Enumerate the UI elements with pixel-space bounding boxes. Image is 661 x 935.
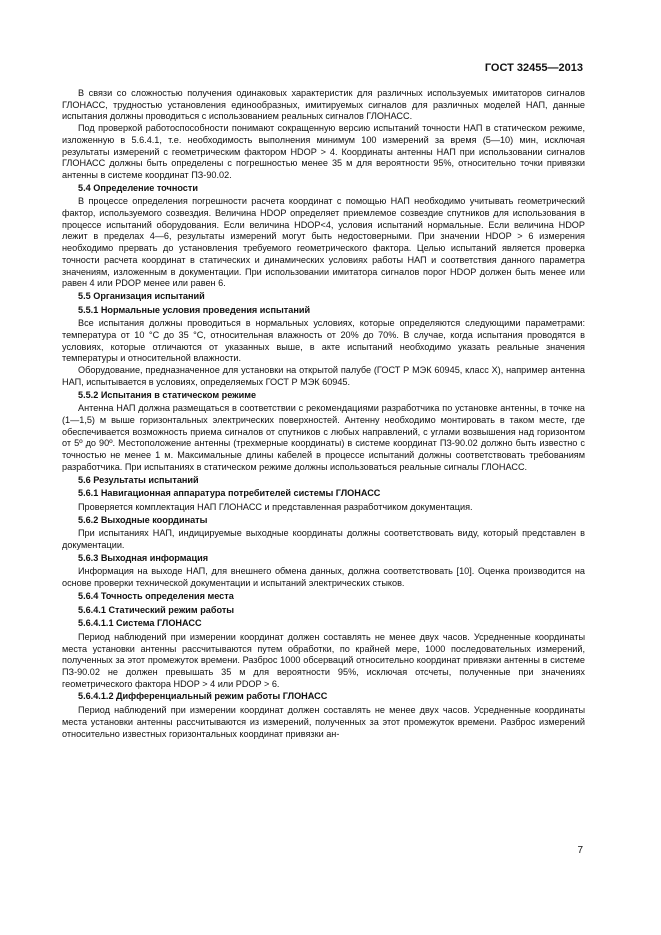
page-number: 7 — [577, 845, 583, 856]
paragraph: Оборудование, предназначенное для установки на открытой палубе (ГОСТ Р МЭК 60945, класс X), например антенна НАП, испытывается в условиях, определяемых ГОСТ Р МЭК 60945. — [62, 365, 585, 387]
paragraph: В связи со сложностью получения одинаковых характеристик для различных используемых имитаторов сигналов ГЛОНАСС, трудностью установления единообразных, имитируемых сигналов для различных моделей НАП, данные испытания должны проводиться с использованием реальных сигналов ГЛОНАСС. — [62, 88, 585, 122]
section-heading: 5.6.4.1.2 Дифференциальный режим работы ГЛОНАСС — [78, 691, 328, 702]
paragraph: Под проверкой работоспособности понимают сокращенную версию испытаний точности НАП в статическом режиме, изложенную в 5.6.4.1, т.е. необходимость выполнения минимум 100 измерений за время (5—10) мин, исключая результаты измерений с геометрическим фактором HDOP > 4. Координаты антенны НАП при использовании сигналов ГЛОНАСС должны быть определены с погрешностью менее 35 м для вероятности 95%, относительно точки привязки антенны в системе координат ПЗ-90.02. — [62, 123, 585, 180]
section-heading: 5.5.1 Нормальные условия проведения испытаний — [78, 304, 311, 315]
section-heading: 5.6.4.1 Статический режим работы — [78, 604, 235, 615]
section-heading: 5.5.2 Испытания в статическом режиме — [78, 389, 257, 400]
document-body — [62, 88, 585, 740]
section-heading: 5.6.2 Выходные координаты — [78, 514, 208, 525]
paragraph: Антенна НАП должна размещаться в соответствии с рекомендациями разработчика по установке антенны, в точке на (1—1,5) м выше горизонтальных электрических поверхностей. Антенну необходимо монтировать в таком месте, где обеспечивается возможность приема сигналов от спутников с любых направлений, с углами возвышения над горизонтом от 5º до 90º. Местоположение антенны (трехмерные координаты) в системе координат ПЗ-90.02 должно быть известно с точностью не менее 1 м. Максимальные длины кабелей в процессе испытаний должны соответствовать требованиям разработчика. При испытаниях в статическом режиме должны использоваться реальные сигналы ГЛОНАСС. — [62, 403, 585, 472]
paragraph: Информация на выходе НАП, для внешнего обмена данных, должна соответствовать [10]. Оценка производится на основе проверки технической документации и испытаний электрических стыков. — [62, 566, 585, 589]
section-heading: 5.6.1 Навигационная аппаратура потребителей системы ГЛОНАСС — [78, 488, 381, 499]
paragraph: В процессе определения погрешности расчета координат с помощью НАП необходимо учитывать геометрический фактор, используемого созвездия. Величина HDOP определяет приемлемое созвездие спутников для использования в процессе испытаний оборудования. Если величина HDOP<4, условия испытаний нормальные. Если величина HDOP лежит в пределах 4—6, результаты измерений могут быть недостоверными. При значении HDOP > 6 измерения необходимо прервать до установления требуемого геометрического фактора. Целью испытаний является проверка точности расчета координат в статических и динамических условиях работы НАП и соответствия данного параметра значениям, изложенным в документации. При использовании имитатора сигналов порог HDOP должен быть менее или равен 4 или PDOP менее или равен 6. — [62, 196, 585, 289]
section-heading: 5.5 Организация испытаний — [78, 290, 205, 301]
section-heading: 5.6.4 Точность определения места — [78, 590, 234, 601]
paragraph: Проверяется комплектация НАП ГЛОНАСС и представленная разработчиком документация. — [78, 501, 473, 512]
section-heading: 5.6.3 Выходная информация — [78, 552, 209, 563]
paragraph: При испытаниях НАП, индицируемые выходные координаты должны соответствовать виду, который представлен в документации. — [62, 528, 585, 551]
section-heading: 5.4 Определение точности — [78, 182, 198, 193]
section-heading: 5.6 Результаты испытаний — [78, 474, 199, 485]
section-heading: 5.6.4.1.1 Система ГЛОНАСС — [78, 618, 202, 629]
document-code: ГОСТ 32455—2013 — [484, 62, 583, 74]
paragraph: Период наблюдений при измерении координат должен составлять не менее двух часов. Усредненные координаты места установки антенны рассчитываются путем обработки, по крайней мере, 1000 последовательных измерений, полученных за этот промежуток времени. Разброс 1000 обсерваций относительно координат привязки антенны в системе ПЗ-90.02 не должен превышать 35 м для вероятности 95%, исключая отсчеты, полученные при значениях геометрического фактора HDOP > 4 или PDOP > 6. — [62, 631, 585, 689]
paragraph: Период наблюдений при измерении координат должен составлять не менее двух часов. Усредненные координаты места установки антенны рассчитываются из измерений, полученных за этот промежуток времени. Разброс измерений относительно известных горизонтальных координат привязки ан- — [62, 705, 585, 739]
paragraph: Все испытания должны проводиться в нормальных условиях, которые определяются следующими параметрами: температура от 10 °С до 35 °С, относительная влажность от 20% до 70%. В случае, когда испытания проводятся в условиях, которые отличаются от указанных выше, в акте испытаний необходимо указать реальные значения температуры и относительной влажности. — [62, 318, 585, 364]
